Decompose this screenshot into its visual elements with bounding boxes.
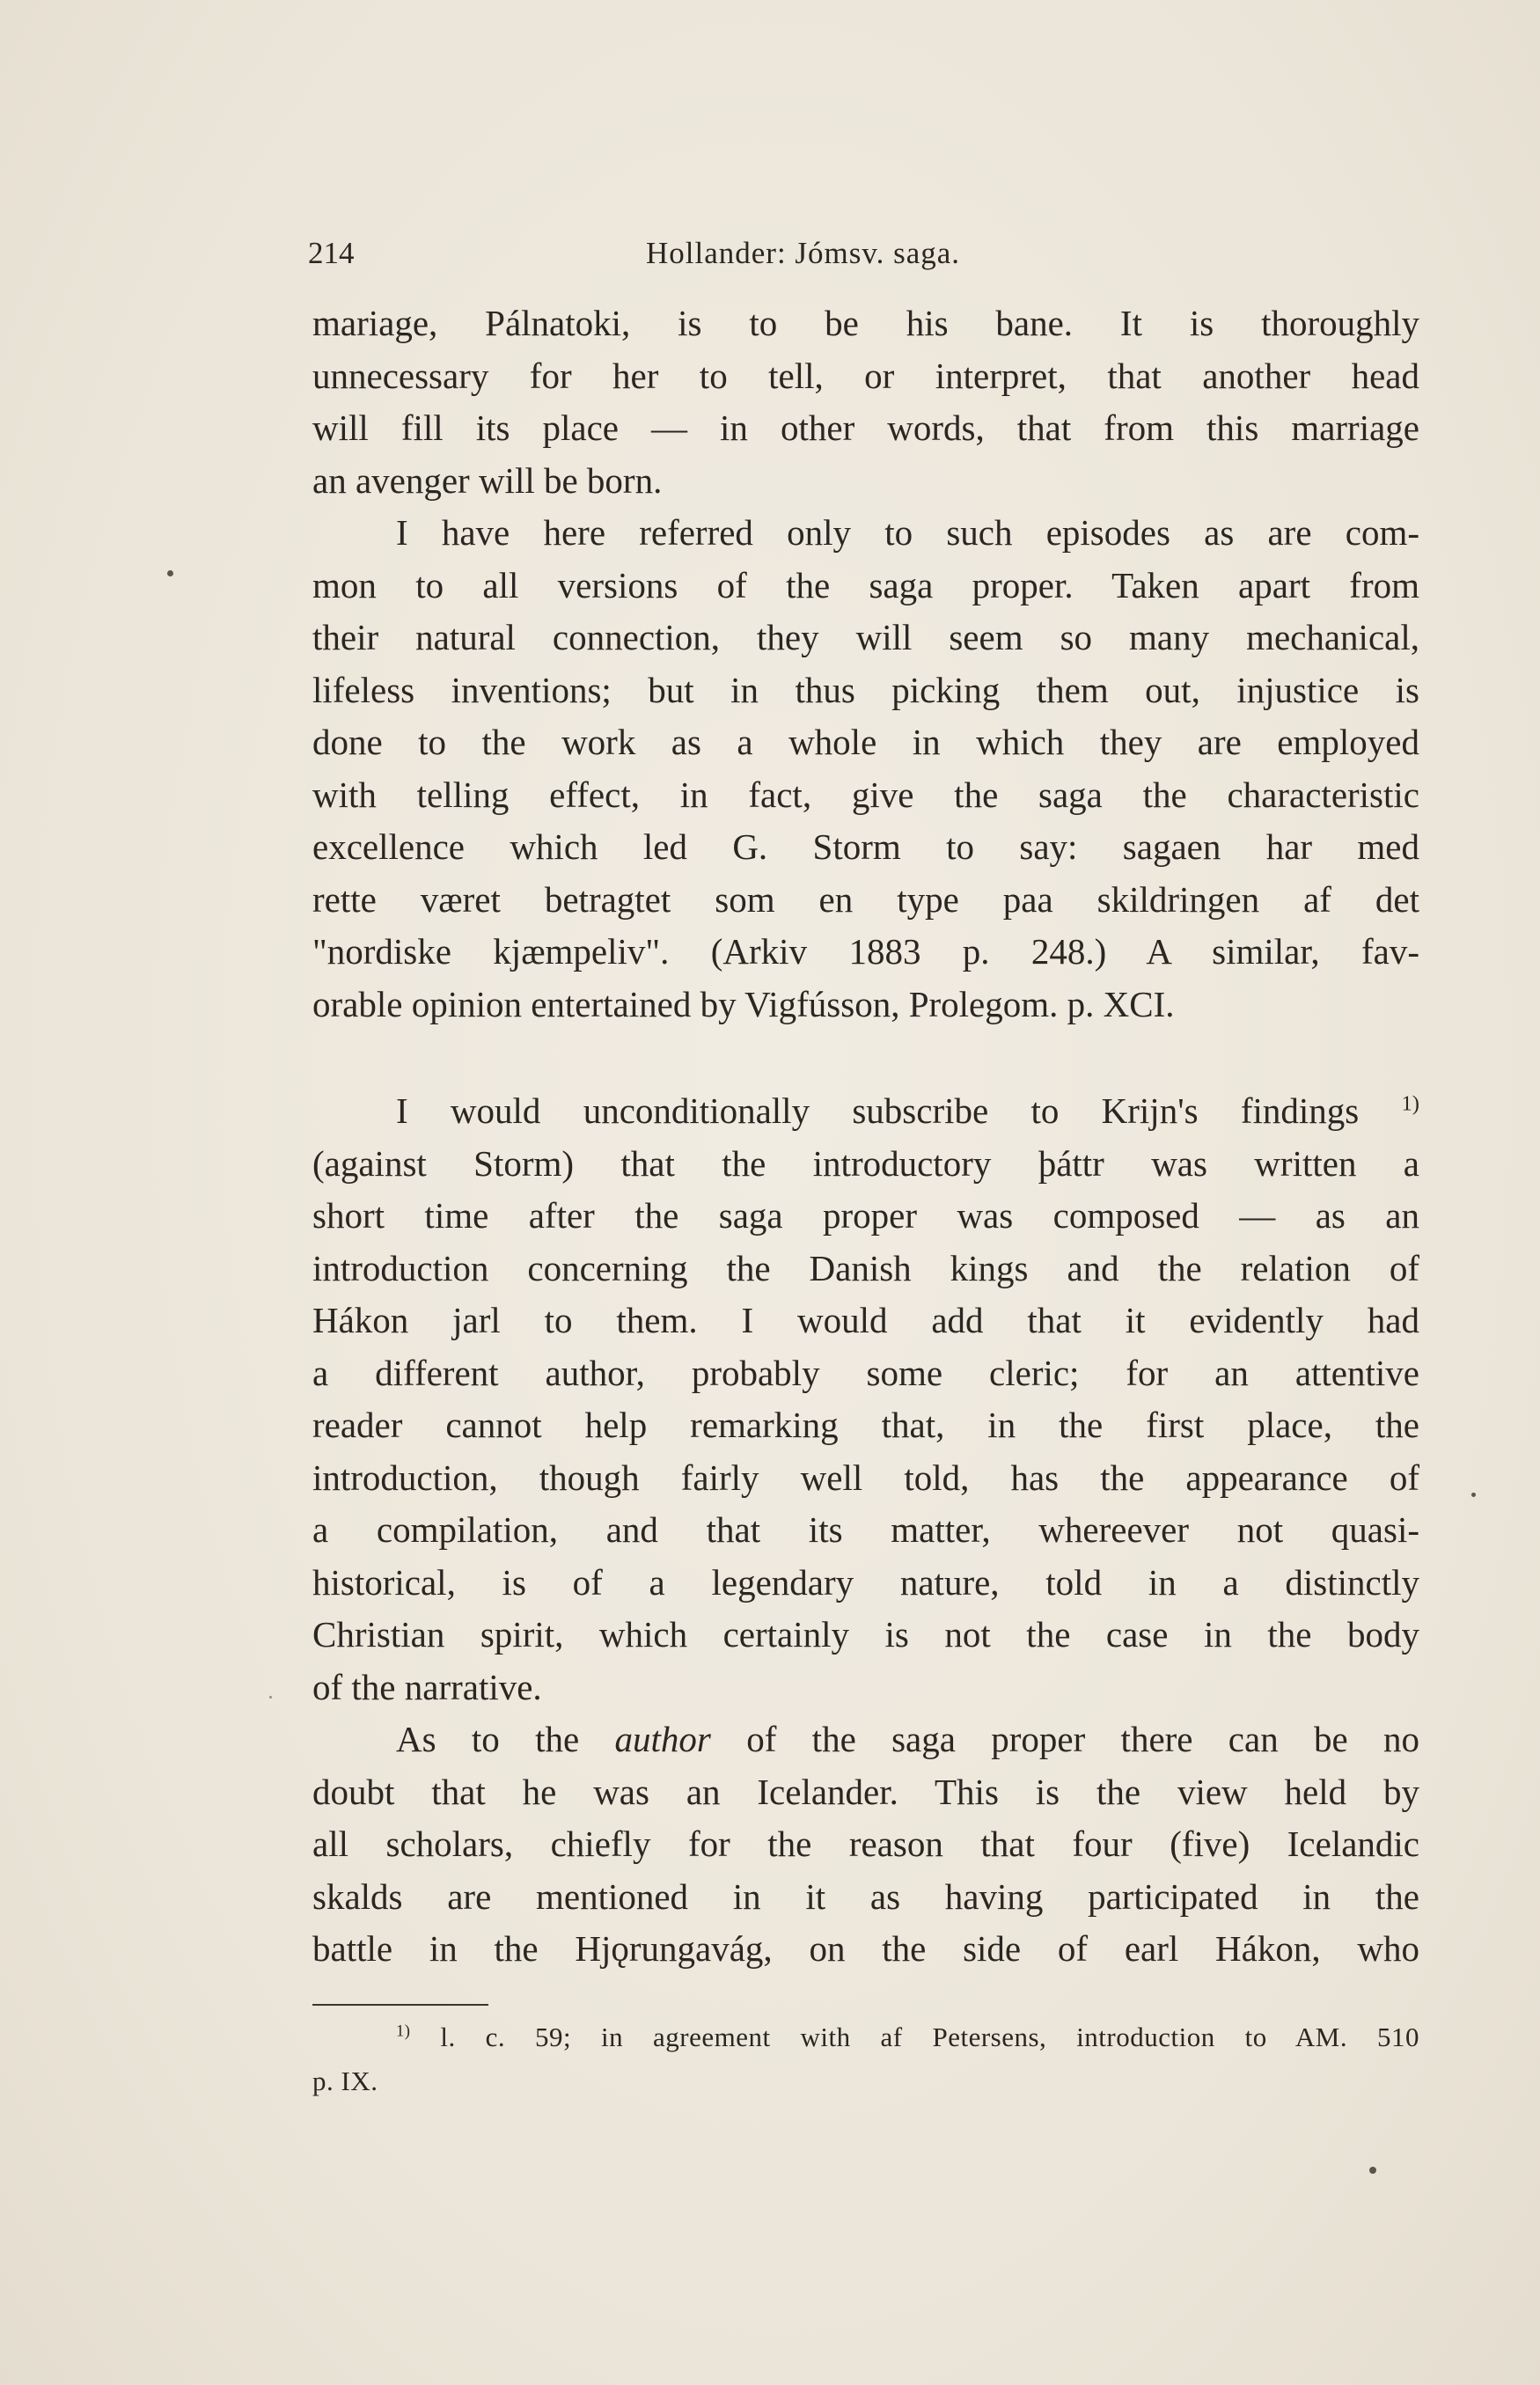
text-line: rette været betragtet som en type paa skildringen af det [312,878,1419,920]
text-line: Hákon jarl to them. I would add that it evidently had [312,1300,1419,1340]
text-line: (against Storm) that the introductory þáttr was written a [312,1142,1419,1184]
text-line: reader cannot help remarking that, in the first place, the [312,1405,1419,1445]
text-line: I have here referred only to such episodes as are com- [396,512,1419,553]
text-line: orable opinion entertained by Vigfússon, Prolegom. p. XCI. [312,983,1175,1024]
footnote-marker: 1) [396,2022,411,2041]
text-line: introduction, though fairly well told, has the appearance of [312,1457,1419,1498]
text-line: a different author, probably some cleric; for an attentive [312,1352,1419,1393]
text-line: of the narrative. [312,1666,542,1707]
text-segment: I would unconditionally subscribe to Krijn's findings [396,1090,1360,1131]
page-header [308,236,1417,280]
text-segment: As to the [396,1719,580,1759]
body-text [312,297,1419,1976]
text-line: historical, is of a legendary nature, told in a distinctly [312,1561,1419,1603]
paper-speck [269,1696,272,1699]
text-segment: the saga proper there can be no [811,1719,1419,1759]
text-line: all scholars, chiefly for the reason that four (five) Icelandic [312,1824,1419,1864]
running-head: Hollander: Jómsv. saga. [646,236,961,270]
text-line: doubt that he was an Icelander. This is the view held by [312,1771,1419,1812]
paper-speck [1369,2167,1376,2174]
text-line: excellence which led G. Storm to say: sagaen har med [312,826,1419,867]
text-line: done to the work as a whole in which they are employed [312,722,1419,762]
text-line-with-italic [312,1714,1419,1766]
text-line: their natural connection, they will seem so many mechanical, [312,617,1419,657]
text-line: introduction concerning the Danish kings and the relation of [312,1247,1419,1288]
footnotes [312,2015,1419,2103]
footnote-reference: 1) [1401,1091,1419,1116]
paper-speck [1471,1493,1476,1497]
page-number: 214 [308,236,355,270]
text-line: with telling effect, in fact, give the saga the characteristic [312,774,1419,815]
text-line: a compilation, and that its matter, whereever not quasi- [312,1509,1419,1550]
text-line: an avenger will be born. [312,459,663,501]
text-line: Christian spirit, which certainly is not the case in the body [312,1614,1419,1655]
text-line: mon to all versions of the saga proper. Taken apart from [312,564,1419,605]
paper-speck [167,570,173,576]
text-line: skalds are mentioned in it as having participated in the [312,1875,1419,1917]
footnote-line [312,2015,1419,2059]
italic-word: author [614,1719,711,1759]
text-line-with-note [312,1085,1419,1138]
text-line: battle in the Hjǫrungavág, on the side of earl Hákon, who [312,1928,1419,1969]
text-line: mariage, Pálnatoki, is to be his bane. It is thoroughly [312,303,1419,343]
text-line: "nordiske kjæmpeliv". (Arkiv 1883 p. 248.) A similar, fav- [312,931,1419,972]
footnote-text: l. c. 59; in agreement with af Petersens, introduction to AM. 510 [440,2022,1419,2052]
footnote-line: p. IX. [312,2066,378,2096]
text-line: short time after the saga proper was composed — as an [312,1195,1419,1236]
footnote-divider [312,2004,488,2006]
text-line: will fill its place — in other words, that from this marriage [312,407,1419,448]
text-line: unnecessary for her to tell, or interpret, that another head [312,355,1419,396]
text-segment: of [710,1719,777,1759]
text-line: lifeless inventions; but in thus picking them out, injustice is [312,669,1419,710]
section-gap [312,1031,1419,1085]
